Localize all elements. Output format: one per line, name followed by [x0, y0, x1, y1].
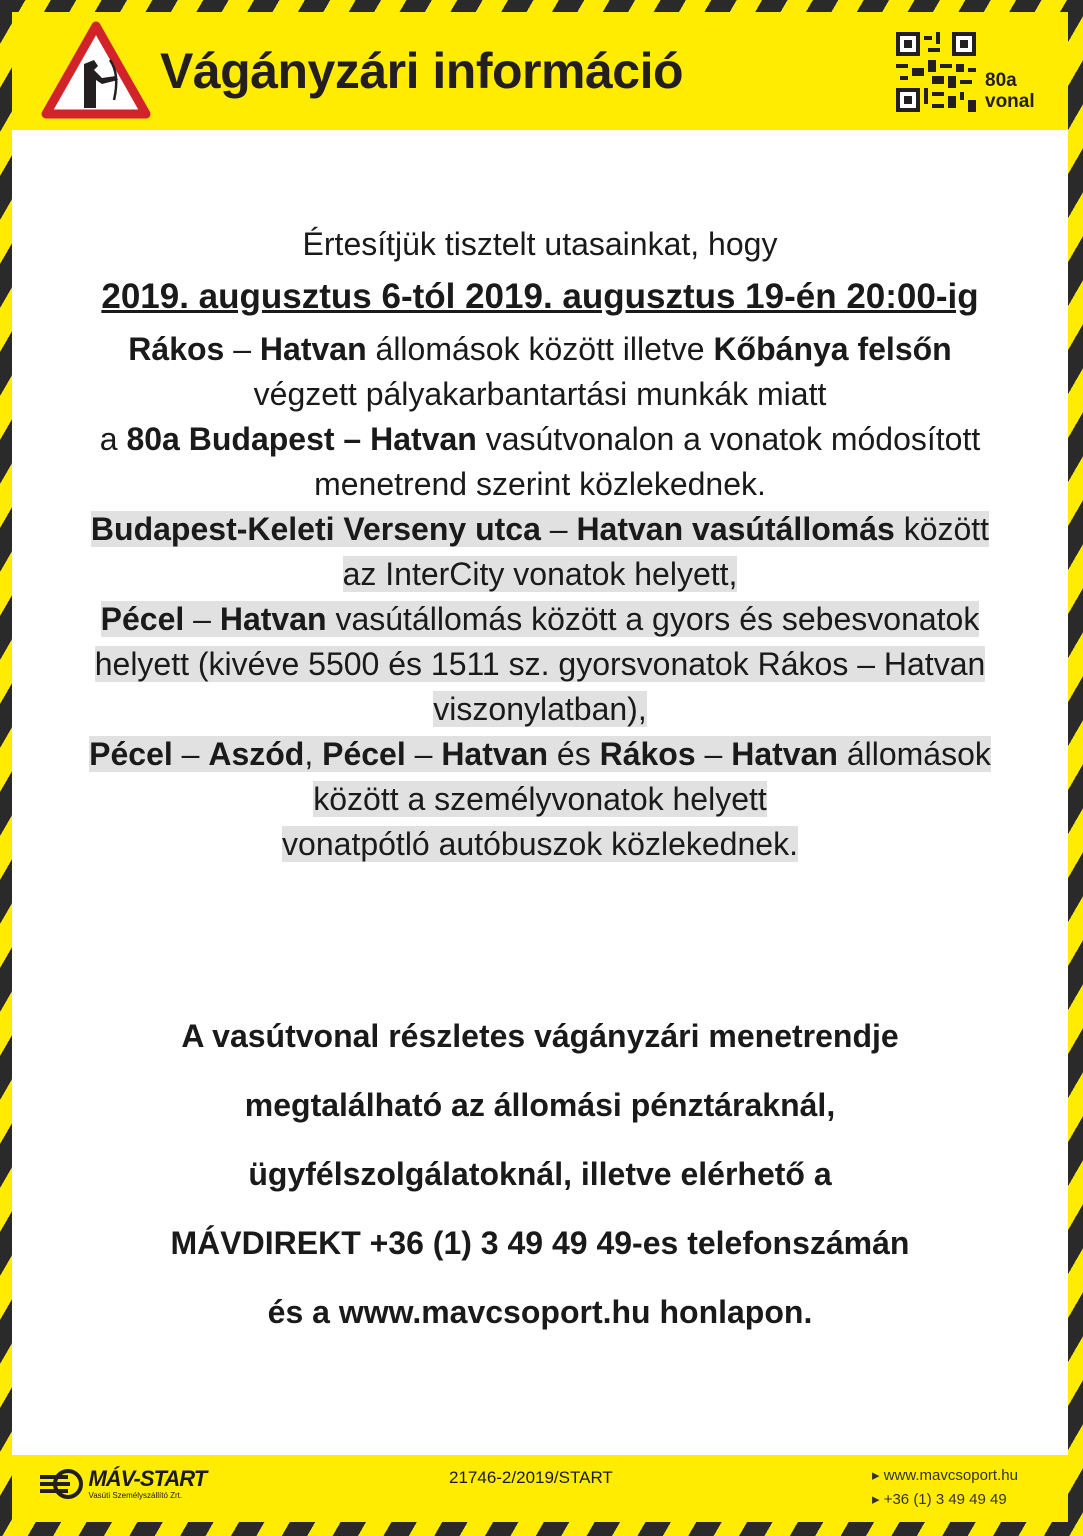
footer-website [872, 1466, 1018, 1484]
logo-name: MÁV-START [88, 1466, 207, 1491]
logo-subtitle: Vasúti Személyszállító Zrt. [88, 1491, 183, 1500]
highlight-line [101, 601, 980, 637]
highlight-line: vonatpótló autóbuszok közlekednek. [282, 826, 798, 862]
intro-text: Értesítjük tisztelt utasainkat, hogy [302, 226, 778, 262]
header-band [12, 12, 1068, 130]
station: Pécel [322, 736, 406, 772]
station: Hatvan [441, 736, 549, 772]
arrow-icon: ▸ [872, 1491, 884, 1508]
dash: – [540, 511, 577, 547]
dash: – [695, 736, 732, 772]
text: állomások között illetve [366, 331, 714, 367]
station: Aszód [208, 736, 305, 772]
mav-start-logo [38, 1467, 206, 1501]
station: Hatvan vasútállomás [576, 511, 895, 547]
station: Rákos [128, 331, 225, 367]
info-line: ügyfélszolgálatoknál, illetve elérhető a [248, 1156, 832, 1192]
date-range: 2019. augusztus 6-tól 2019. augusztus 19-én 20:00-ig [101, 277, 979, 316]
qr-code-icon [896, 32, 976, 112]
station: Budapest-Keleti Verseny utca [90, 511, 541, 547]
text-line: menetrend szerint közlekednek. [314, 466, 766, 502]
info-line: megtalálható az állomási pénztáraknál, [244, 1087, 836, 1123]
page-title: Vágányzári információ [160, 43, 683, 99]
highlight-line: az InterCity vonatok helyett, [342, 556, 738, 592]
station: Rákos [599, 736, 696, 772]
footer-phone [872, 1490, 1007, 1508]
footer-band [12, 1455, 1068, 1522]
roadwork-warning-icon [40, 20, 152, 120]
phone-text: +36 (1) 3 49 49 49 [883, 1491, 1007, 1508]
line-word: vonal [985, 91, 1035, 112]
text: vasútállomás között a gyors és sebesvonatok [326, 601, 980, 637]
line-number-label [985, 70, 1035, 112]
info-line: A vasútvonal részletes vágányzári menetrendje [181, 1018, 899, 1054]
text: vasútvonalon a vonatok módosított [476, 421, 981, 457]
station: Hatvan [731, 736, 838, 772]
notice-body [12, 130, 1068, 1455]
dash: – [405, 736, 442, 772]
text: és [548, 736, 600, 772]
highlight-line [89, 736, 991, 772]
station: Pécel [100, 601, 185, 637]
arrow-icon: ▸ [872, 1467, 884, 1484]
highlight-line: között a személyvonatok helyett [313, 781, 767, 817]
highlight-line [91, 511, 989, 547]
highlight-line: viszonylatban), [433, 691, 647, 727]
highlight-line: helyett (kivéve 5500 és 1511 sz. gyorsvonatok Rákos – Hatvan [94, 646, 986, 682]
website-text: www.mavcsoport.hu [883, 1467, 1018, 1484]
station: Pécel [89, 736, 173, 772]
text: között [894, 511, 990, 547]
info-line: MÁVDIREKT +36 (1) 3 49 49 49-es telefonszámán [170, 1225, 910, 1261]
text-line: végzett pályakarbantartási munkák miatt [253, 376, 827, 412]
document-code: 21746-2/2019/START [449, 1468, 613, 1487]
line-name: 80a Budapest – Hatvan [126, 421, 477, 457]
dash: – [172, 736, 209, 772]
station: Hatvan [259, 331, 367, 367]
text: a [99, 421, 127, 457]
dash: – [184, 601, 220, 637]
line-number: 80a [985, 70, 1017, 91]
notice-text [12, 222, 1068, 867]
dash: – [224, 331, 260, 367]
text: állomások [837, 736, 991, 772]
info-block [12, 1002, 1068, 1347]
text: , [304, 736, 323, 772]
info-line: és a www.mavcsoport.hu honlapon. [267, 1294, 813, 1330]
station: Hatvan [219, 601, 327, 637]
mav-logo-icon [38, 1467, 88, 1501]
station: Kőbánya felsőn [713, 331, 952, 367]
